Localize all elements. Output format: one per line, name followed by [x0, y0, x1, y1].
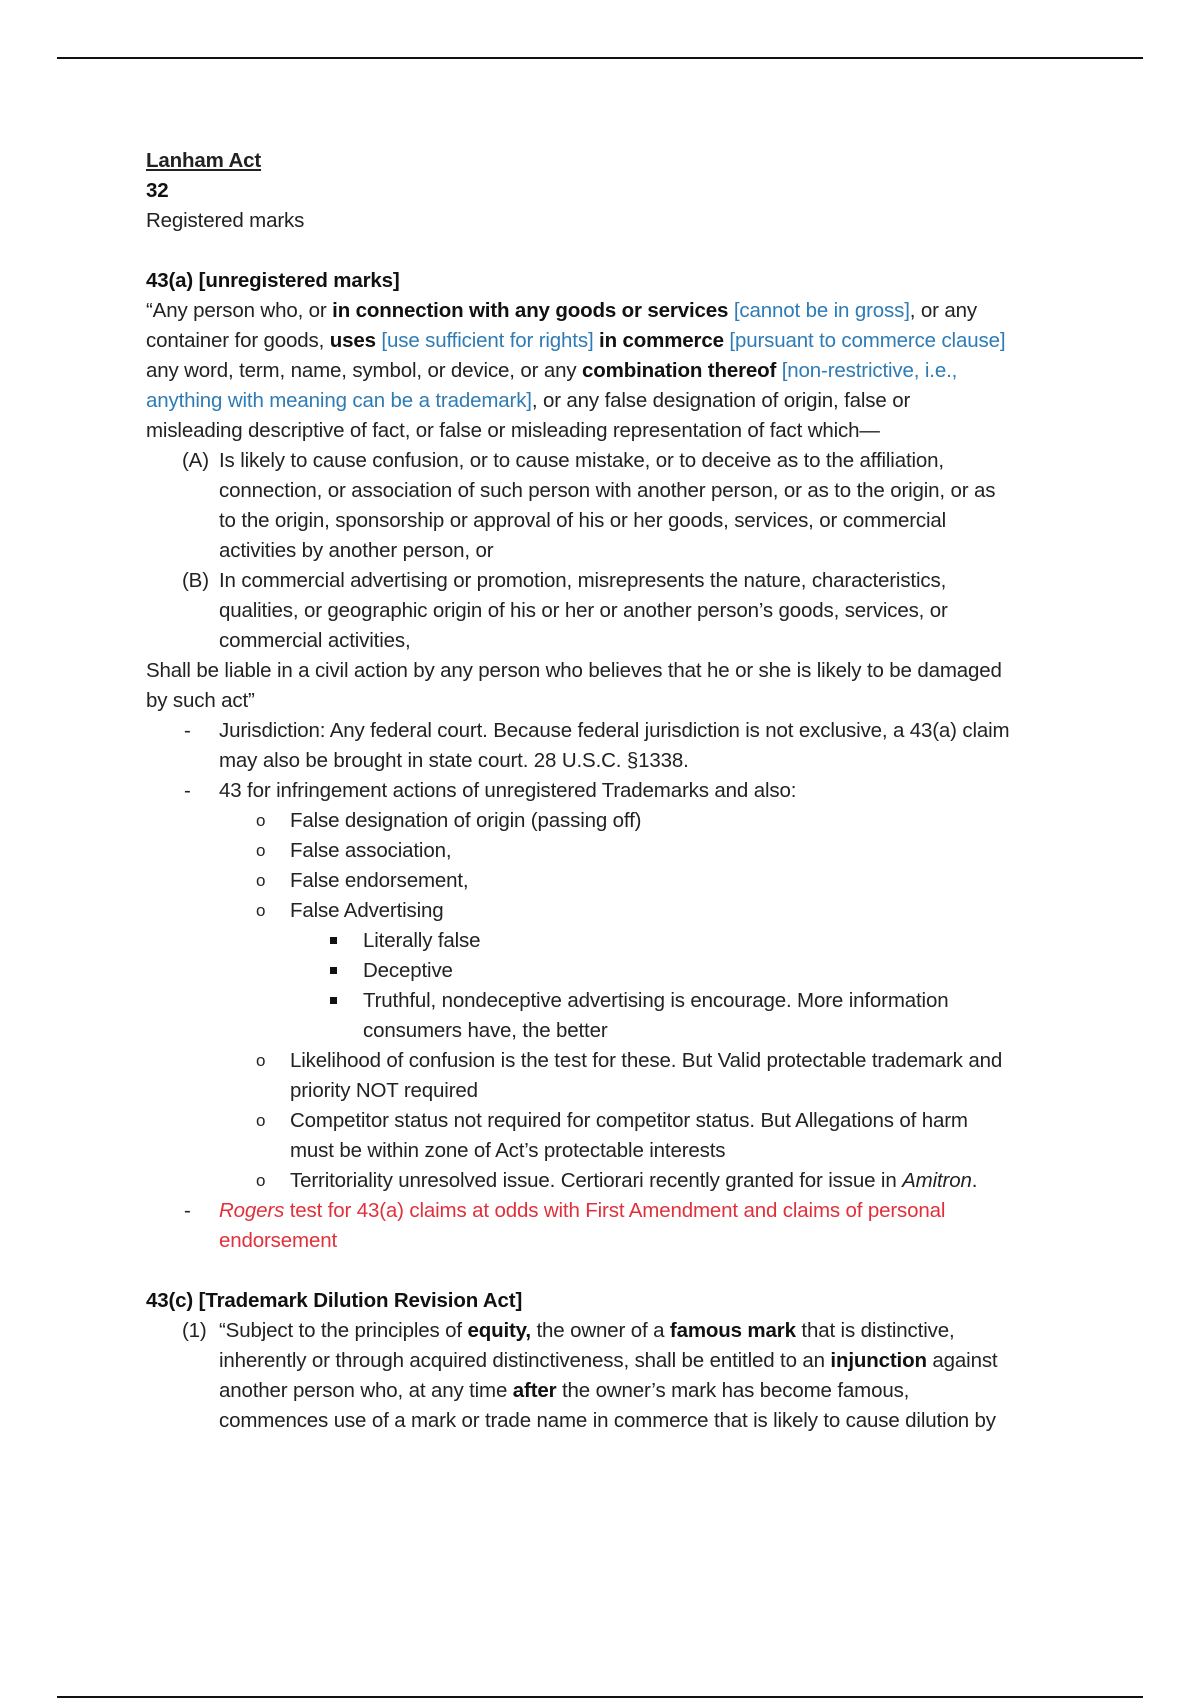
- header-rule: [57, 57, 1143, 59]
- dash-bullet: -: [184, 719, 191, 742]
- circle-bullet: o: [256, 1051, 266, 1070]
- dash-bullet: -: [184, 1199, 191, 1222]
- annotation: [cannot be in gross]: [728, 299, 910, 322]
- heading-43c: 43(c) [Trademark Dilution Revision Act]: [146, 1289, 523, 1312]
- list-marker: (1): [182, 1319, 207, 1342]
- note-infringement: - 43 for infringement actions of unregistered Trademarks and also:: [146, 776, 1091, 806]
- sub-item-likelihood: o Likelihood of confusion is the test for these. But Valid protectable trademark and priority NOT required: [146, 1046, 1091, 1106]
- heading-43a: 43(a) [unregistered marks]: [146, 269, 400, 292]
- document-title: Lanham Act: [146, 149, 262, 172]
- sub-item-territoriality: o Territoriality unresolved issue. Certiorari recently granted for issue in Amitron.: [146, 1166, 1091, 1196]
- sub-item-false-origin: o False designation of origin (passing off): [146, 806, 1091, 836]
- section-description: Registered marks: [146, 209, 305, 232]
- dash-bullet: -: [184, 779, 191, 802]
- square-bullet-icon: [330, 956, 337, 986]
- square-bullet-icon: [330, 986, 337, 1016]
- square-bullet-icon: [330, 926, 337, 956]
- adv-type-truthful: Truthful, nondeceptive advertising is encourage. More information consumers have, the better: [146, 986, 1091, 1046]
- circle-bullet: o: [256, 871, 266, 890]
- closing-text: Shall be liable in a civil action by any person who believes that he or she is likely to be damaged by such act”: [146, 659, 1002, 712]
- sub-item-false-association: o False association,: [146, 836, 1091, 866]
- list-item-a: (A) Is likely to cause confusion, or to cause mistake, or to deceive as to the affiliation, connection, or association of such person with another person, or as to the origin, or as to the origin, sponsorship or approval of his or her goods, services, or commercial activities by another person, or: [146, 446, 1091, 566]
- sub-item-false-advertising: o False Advertising: [146, 896, 1091, 926]
- note-jurisdiction: - Jurisdiction: Any federal court. Because federal jurisdiction is not exclusive, a 43(a) claim may also be brought in state court. 28 U.S.C. §1338.: [146, 716, 1091, 776]
- document-body: [146, 146, 1091, 1436]
- annotation: [non-restrictive, i.e.,: [776, 359, 958, 382]
- sub-item-competitor: o Competitor status not required for competitor status. But Allegations of harm must be within zone of Act’s protectable interests: [146, 1106, 1091, 1166]
- list-marker: (A): [182, 449, 209, 472]
- section-number: 32: [146, 179, 169, 202]
- circle-bullet: o: [256, 811, 266, 830]
- circle-bullet: o: [256, 1111, 266, 1130]
- circle-bullet: o: [256, 1171, 266, 1190]
- list-item-b: (B) In commercial advertising or promotion, misrepresents the nature, characteristics, qualities, or geographic origin of his or her or another person’s goods, services, or commercial activities,: [146, 566, 1091, 656]
- statute-text-43a: “Any person who, or in connection with any goods or services [cannot be in gross], or any container for goods, uses [use sufficient for rights] in commerce [pursuant to commerce clause] any word, term, name, symbol, or device, or any combination thereof [non-restrictive, i.e., anything with meaning can be a trademark], or any false designation of origin, false or misleading descriptive of fact, or false or misleading representation of fact which—: [146, 299, 1006, 442]
- annotation: [use sufficient for rights]: [375, 329, 594, 352]
- list-marker: (B): [182, 569, 209, 592]
- circle-bullet: o: [256, 901, 266, 920]
- note-rogers: - Rogers test for 43(a) claims at odds with First Amendment and claims of personal endorsement: [146, 1196, 1091, 1256]
- adv-type-deceptive: Deceptive: [146, 956, 1091, 986]
- list-item-1: (1) “Subject to the principles of equity, the owner of a famous mark that is distinctive, inherently or through acquired distinctiveness, shall be entitled to an injunction against another person who, at any time after the owner’s mark has become famous, commences use of a mark or trade name in commerce that is likely to cause dilution by: [146, 1316, 1091, 1436]
- footer-rule: [57, 1696, 1143, 1698]
- sub-item-false-endorsement: o False endorsement,: [146, 866, 1091, 896]
- circle-bullet: o: [256, 841, 266, 860]
- adv-type-literal: Literally false: [146, 926, 1091, 956]
- annotation: anything with meaning can be a trademark]: [146, 389, 532, 412]
- annotation: [pursuant to commerce clause]: [723, 329, 1006, 352]
